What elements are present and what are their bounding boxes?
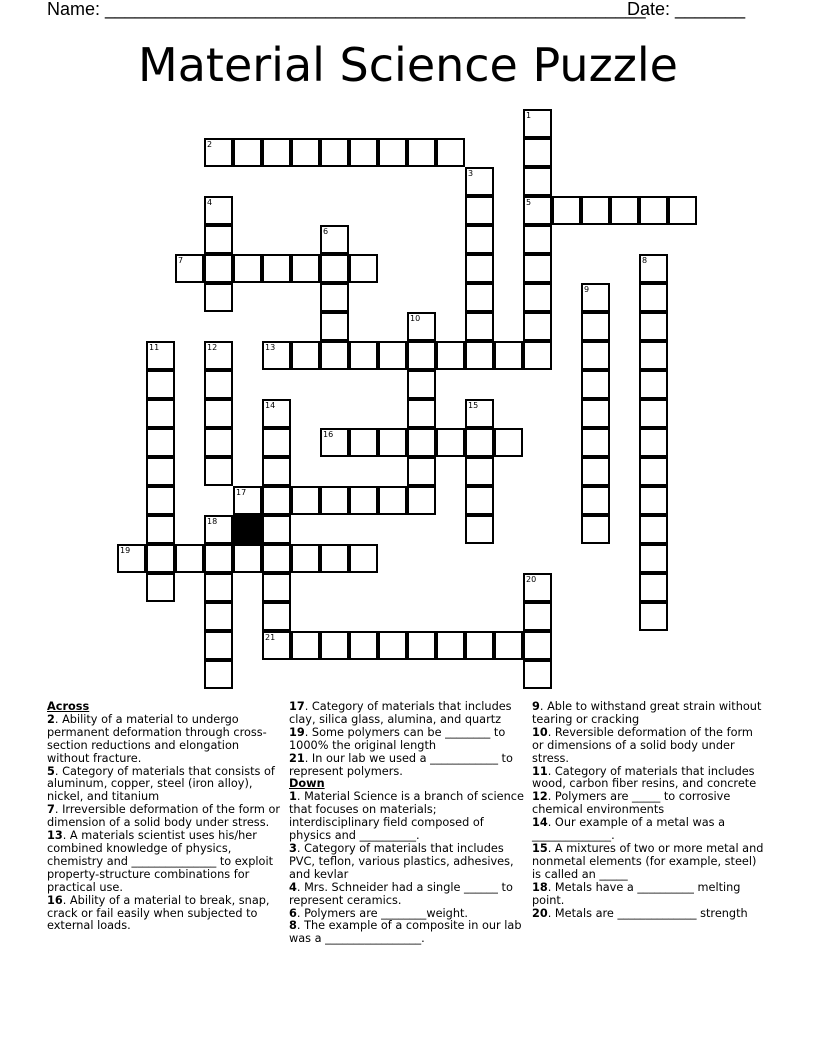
down-clue-18: 18. Metals have a __________ melting point. [532, 880, 741, 907]
grid-cell[interactable] [523, 283, 552, 312]
grid-cell[interactable] [436, 631, 465, 660]
grid-cell[interactable] [465, 631, 494, 660]
grid-cell[interactable] [233, 254, 262, 283]
grid-cell[interactable] [349, 254, 378, 283]
grid-cell[interactable] [523, 109, 552, 138]
grid-cell[interactable] [581, 370, 610, 399]
grid-cell[interactable] [465, 457, 494, 486]
clue-number: 3 [289, 841, 297, 855]
clue-text: Our example of a metal was a ______________. [532, 816, 726, 843]
grid-cell[interactable] [523, 660, 552, 689]
grid-cell[interactable] [465, 486, 494, 515]
grid-cell[interactable] [349, 486, 378, 515]
grid-cell[interactable] [349, 428, 378, 457]
grid-cell[interactable] [320, 341, 349, 370]
clue-number: 1 [289, 790, 297, 804]
grid-cell[interactable] [349, 341, 378, 370]
grid-cell[interactable] [523, 167, 552, 196]
clue-text: Ability of a material to undergo permanent deformation through cross-section reductions and elongation without fracture. [47, 712, 267, 765]
clue-number: 11 [532, 764, 548, 778]
clue-text: Category of materials that consists of aluminum, copper, steel (iron alloy), nickel, and titanium [47, 764, 275, 804]
grid-cell[interactable] [639, 602, 668, 631]
across-clue-13: 13. A materials scientist uses his/her combined knowledge of physics, chemistry and _______________ to exploit property-structure combinations for practical use. [47, 829, 274, 894]
grid-cell[interactable] [146, 457, 175, 486]
down-clue-6: 6. Polymers are ________weight. [289, 906, 469, 920]
clue-number: 19 [289, 725, 305, 739]
grid-cell[interactable] [465, 196, 494, 225]
grid-cell[interactable] [552, 196, 581, 225]
grid-cell[interactable] [436, 428, 465, 457]
grid-cell[interactable] [262, 515, 291, 544]
clue-number: 15 [532, 841, 548, 855]
grid-cell[interactable] [204, 631, 233, 660]
grid-cell[interactable] [639, 515, 668, 544]
down-clue-8: 8. The example of a composite in our lab was a _________________. [289, 919, 522, 946]
grid-cell[interactable] [291, 486, 320, 515]
grid-cell[interactable] [204, 515, 233, 544]
cell-number: 14 [265, 401, 276, 410]
clue-number: 20 [532, 906, 548, 920]
grid-cell[interactable] [465, 167, 494, 196]
cell-number: 10 [410, 314, 421, 323]
grid-cell[interactable] [117, 544, 146, 573]
grid-cell[interactable] [175, 254, 204, 283]
clues-column-3 [532, 701, 768, 920]
across-clue-21: 21. In our lab we used a ____________ to represent polymers. [289, 751, 513, 778]
grid-cell[interactable] [146, 544, 175, 573]
clue-text: Some polymers can be ________ to 1000% the original length [289, 725, 506, 752]
grid-cell[interactable] [465, 399, 494, 428]
across-clue-17: 17. Category of materials that includes clay, silica glass, alumina, and quartz [289, 700, 512, 726]
grid-cell[interactable] [378, 138, 407, 167]
down-clue-1: 1. Material Science is a branch of science that focuses on materials; interdisciplinary field composed of physics and __________. [289, 790, 524, 843]
down-clue-9: 9. Able to withstand great strain without tearing or cracking [532, 700, 762, 726]
grid-cell[interactable] [581, 428, 610, 457]
grid-cell[interactable] [146, 341, 175, 370]
cell-number: 6 [323, 227, 329, 236]
grid-cell[interactable] [639, 283, 668, 312]
grid-cell[interactable] [320, 283, 349, 312]
grid-cell[interactable] [349, 544, 378, 573]
cell-number: 18 [207, 517, 218, 526]
grid-cell[interactable] [320, 544, 349, 573]
grid-cell[interactable] [262, 428, 291, 457]
grid-cell[interactable] [465, 515, 494, 544]
grid-cell[interactable] [320, 428, 349, 457]
grid-cell[interactable] [175, 544, 204, 573]
cell-number: 21 [265, 633, 276, 642]
grid-cell[interactable] [523, 573, 552, 602]
clue-text: Metals are ______________ strength [554, 906, 748, 920]
cell-number: 17 [236, 488, 247, 497]
cell-number: 19 [120, 546, 131, 555]
grid-cell[interactable] [407, 457, 436, 486]
grid-cell[interactable] [639, 486, 668, 515]
grid-cell[interactable] [349, 138, 378, 167]
down-heading: Down [289, 777, 325, 791]
grid-cell[interactable] [262, 457, 291, 486]
grid-cell[interactable] [146, 370, 175, 399]
clue-number: 12 [532, 790, 548, 804]
clue-number: 7 [47, 803, 55, 817]
grid-cell[interactable] [204, 341, 233, 370]
clue-number: 14 [532, 816, 548, 830]
grid-cell[interactable] [581, 515, 610, 544]
grid-cell[interactable] [146, 573, 175, 602]
name-field-label: Name: ______________________________________________________ [47, 0, 646, 19]
grid-cell[interactable] [204, 254, 233, 283]
grid-cell[interactable] [378, 486, 407, 515]
clue-text: Ability of a material to break, snap, crack or fail easily when subjected to external loads. [47, 893, 270, 933]
clue-text: Category of materials that includes clay, silica glass, alumina, and quartz [289, 700, 512, 726]
grid-cell[interactable] [349, 631, 378, 660]
clue-text: Material Science is a branch of science that focuses on materials; interdisciplinary field composed of physics and __________. [289, 790, 524, 843]
clue-number: 10 [532, 725, 548, 739]
grid-cell[interactable] [523, 341, 552, 370]
across-clue-16: 16. Ability of a material to break, snap, crack or fail easily when subjected to external loads. [47, 893, 270, 933]
clue-number: 8 [289, 919, 297, 933]
grid-cell[interactable] [204, 225, 233, 254]
grid-cell[interactable] [378, 631, 407, 660]
grid-cell[interactable] [320, 138, 349, 167]
black-cell [233, 515, 262, 544]
grid-cell[interactable] [407, 631, 436, 660]
grid-cell[interactable] [204, 138, 233, 167]
grid-cell[interactable] [581, 312, 610, 341]
grid-cell[interactable] [291, 544, 320, 573]
grid-cell[interactable] [204, 544, 233, 573]
grid-cell[interactable] [407, 341, 436, 370]
cell-number: 1 [526, 111, 532, 120]
grid-cell[interactable] [320, 486, 349, 515]
grid-cell[interactable] [204, 196, 233, 225]
grid-cell[interactable] [639, 196, 668, 225]
grid-cell[interactable] [320, 631, 349, 660]
cell-number: 4 [207, 198, 213, 207]
grid-cell[interactable] [407, 370, 436, 399]
grid-cell[interactable] [639, 254, 668, 283]
grid-cell[interactable] [581, 341, 610, 370]
cell-number: 8 [642, 256, 648, 265]
across-clue-2: 2. Ability of a material to undergo permanent deformation through cross-section reductions and elongation without fracture. [47, 712, 267, 765]
grid-cell[interactable] [291, 341, 320, 370]
grid-cell[interactable] [262, 254, 291, 283]
clue-number: 9 [532, 700, 540, 713]
clue-text: Reversible deformation of the form or dimensions of a solid body under stress. [532, 725, 753, 765]
clue-text: Category of materials that includes PVC, teflon, various plastics, adhesives, and kevlar [289, 841, 514, 881]
clue-number: 6 [289, 906, 297, 920]
across-clue-19: 19. Some polymers can be ________ to 1000% the original length [289, 725, 506, 752]
grid-cell[interactable] [523, 631, 552, 660]
grid-cell[interactable] [262, 544, 291, 573]
grid-cell[interactable] [146, 486, 175, 515]
grid-cell[interactable] [523, 138, 552, 167]
grid-cell[interactable] [262, 399, 291, 428]
grid-cell[interactable] [204, 399, 233, 428]
grid-cell[interactable] [262, 573, 291, 602]
down-clue-12: 12. Polymers are _____ to corrosive chemical environments [532, 790, 731, 817]
down-clue-3: 3. Category of materials that includes PVC, teflon, various plastics, adhesives, and kevlar [289, 841, 514, 881]
down-clue-10: 10. Reversible deformation of the form or dimensions of a solid body under stress. [532, 725, 753, 765]
clue-text: Polymers are ________weight. [304, 906, 469, 920]
grid-cell[interactable] [320, 254, 349, 283]
cell-number: 16 [323, 430, 334, 439]
grid-cell[interactable] [146, 428, 175, 457]
cell-number: 12 [207, 343, 218, 352]
clue-number: 16 [47, 893, 63, 907]
clue-text: Able to withstand great strain without tearing or cracking [532, 700, 762, 726]
grid-cell[interactable] [262, 486, 291, 515]
grid-cell[interactable] [204, 428, 233, 457]
cell-number: 7 [178, 256, 184, 265]
clue-number: 5 [47, 764, 55, 778]
grid-cell[interactable] [465, 254, 494, 283]
grid-cell[interactable] [465, 312, 494, 341]
grid-cell[interactable] [262, 631, 291, 660]
grid-cell[interactable] [523, 196, 552, 225]
clue-number: 2 [47, 712, 55, 726]
grid-cell[interactable] [639, 312, 668, 341]
clue-number: 18 [532, 880, 548, 894]
cell-number: 15 [468, 401, 479, 410]
grid-cell[interactable] [610, 196, 639, 225]
grid-cell[interactable] [581, 486, 610, 515]
grid-cell[interactable] [523, 312, 552, 341]
grid-cell[interactable] [407, 486, 436, 515]
cell-number: 2 [207, 140, 213, 149]
across-clue-7: 7. Irreversible deformation of the form or dimension of a solid body under stress. [47, 803, 281, 830]
grid-cell[interactable] [465, 341, 494, 370]
grid-cell[interactable] [407, 312, 436, 341]
grid-cell[interactable] [668, 196, 697, 225]
cell-number: 3 [468, 169, 474, 178]
grid-cell[interactable] [146, 515, 175, 544]
clue-text: The example of a composite in our lab was a _________________. [289, 919, 522, 946]
grid-cell[interactable] [639, 370, 668, 399]
grid-cell[interactable] [639, 544, 668, 573]
grid-cell[interactable] [581, 399, 610, 428]
grid-cell[interactable] [523, 602, 552, 631]
clue-text: In our lab we used a ____________ to represent polymers. [289, 751, 513, 778]
grid-cell[interactable] [291, 631, 320, 660]
grid-cell[interactable] [204, 660, 233, 689]
down-clue-11: 11. Category of materials that includes wood, carbon fiber resins, and concrete [532, 764, 757, 791]
grid-cell[interactable] [204, 370, 233, 399]
grid-cell[interactable] [639, 341, 668, 370]
grid-cell[interactable] [320, 225, 349, 254]
grid-cell[interactable] [204, 283, 233, 312]
across-heading: Across [47, 700, 90, 713]
clue-text: Irreversible deformation of the form or dimension of a solid body under stress. [47, 803, 281, 830]
grid-cell[interactable] [639, 573, 668, 602]
cell-number: 9 [584, 285, 590, 294]
clues-column-1 [47, 701, 283, 933]
clue-text: Metals have a __________ melting point. [532, 880, 741, 907]
date-field-label: Date: _______ [627, 0, 746, 19]
down-clue-20: 20. Metals are ______________ strength [532, 906, 748, 920]
clue-text: A materials scientist uses his/her combined knowledge of physics, chemistry and _______________ to exploit property-structure combinations for practical use. [47, 829, 274, 894]
grid-cell[interactable] [233, 486, 262, 515]
down-clue-15: 15. A mixtures of two or more metal and nonmetal elements (for example, steel) is called an _____ [532, 841, 764, 881]
grid-cell[interactable] [378, 341, 407, 370]
grid-cell[interactable] [146, 399, 175, 428]
across-clue-5: 5. Category of materials that consists of aluminum, copper, steel (iron alloy), nickel, and titanium [47, 764, 275, 804]
clue-text: A mixtures of two or more metal and nonmetal elements (for example, steel) is called an _____ [532, 841, 764, 881]
grid-cell[interactable] [320, 312, 349, 341]
grid-cell[interactable] [291, 138, 320, 167]
grid-cell[interactable] [233, 544, 262, 573]
clue-number: 21 [289, 751, 305, 765]
grid-cell[interactable] [581, 457, 610, 486]
grid-cell[interactable] [204, 457, 233, 486]
grid-cell[interactable] [465, 428, 494, 457]
grid-cell[interactable] [523, 225, 552, 254]
clue-number: 13 [47, 829, 63, 843]
grid-cell[interactable] [262, 602, 291, 631]
grid-cell[interactable] [494, 631, 523, 660]
grid-cell[interactable] [436, 341, 465, 370]
clue-text: Category of materials that includes wood, carbon fiber resins, and concrete [532, 764, 757, 791]
grid-cell[interactable] [204, 602, 233, 631]
grid-cell[interactable] [233, 138, 262, 167]
down-clue-14: 14. Our example of a metal was a ______________. [532, 816, 726, 843]
grid-cell[interactable] [436, 138, 465, 167]
grid-cell[interactable] [407, 138, 436, 167]
grid-cell[interactable] [407, 428, 436, 457]
grid-cell[interactable] [639, 399, 668, 428]
clues-column-2 [289, 701, 525, 946]
grid-cell[interactable] [581, 283, 610, 312]
grid-cell[interactable] [262, 138, 291, 167]
grid-cell[interactable] [494, 428, 523, 457]
cell-number: 20 [526, 575, 537, 584]
grid-cell[interactable] [639, 428, 668, 457]
cell-number: 13 [265, 343, 276, 352]
grid-cell[interactable] [581, 196, 610, 225]
grid-cell[interactable] [465, 283, 494, 312]
cell-number: 11 [149, 343, 160, 352]
grid-cell[interactable] [378, 428, 407, 457]
grid-cell[interactable] [407, 399, 436, 428]
grid-cell[interactable] [262, 341, 291, 370]
grid-cell[interactable] [639, 457, 668, 486]
grid-cell[interactable] [523, 254, 552, 283]
clue-text: Polymers are _____ to corrosive chemical environments [532, 790, 731, 817]
page-title: Material Science Puzzle [138, 38, 678, 92]
grid-cell[interactable] [291, 254, 320, 283]
grid-cell[interactable] [494, 341, 523, 370]
clue-number: 17 [289, 700, 305, 713]
down-clue-4: 4. Mrs. Schneider had a single ______ to represent ceramics. [289, 880, 513, 907]
cell-number: 5 [526, 198, 532, 207]
grid-cell[interactable] [465, 225, 494, 254]
clue-number: 4 [289, 880, 297, 894]
clue-text: Mrs. Schneider had a single ______ to represent ceramics. [289, 880, 513, 907]
grid-cell[interactable] [204, 573, 233, 602]
